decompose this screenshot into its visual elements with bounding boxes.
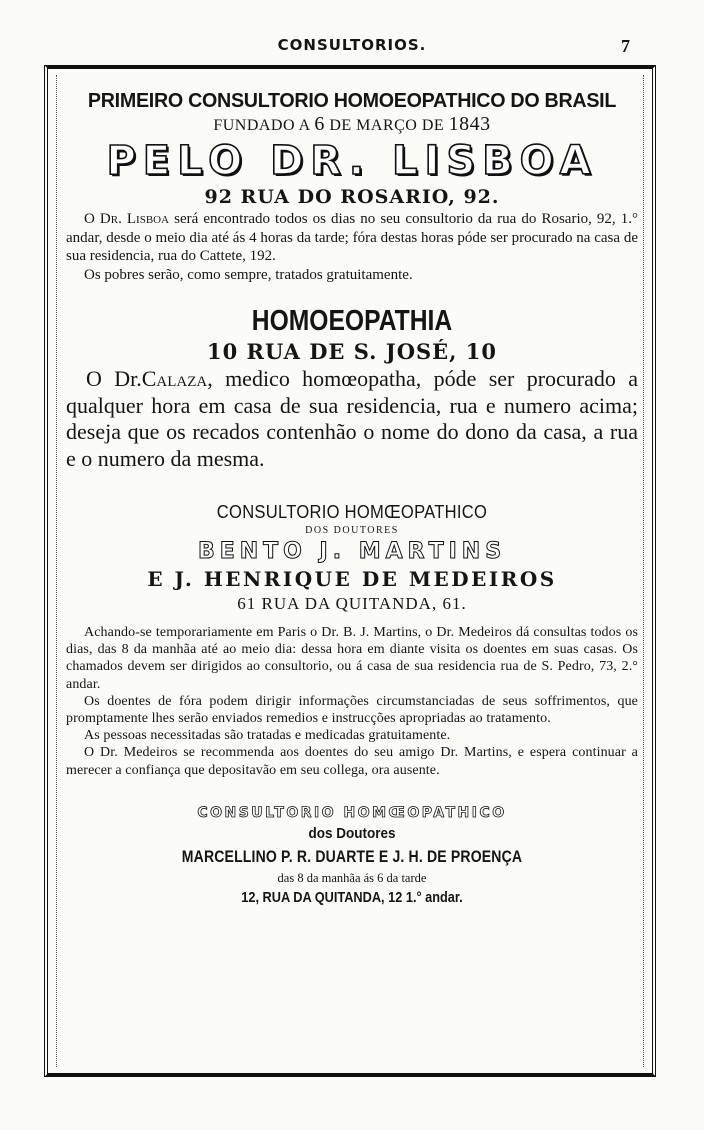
ad-homoeopathia-address: 10 RUA DE S. JOSÉ, 10	[206, 339, 498, 364]
ad-duarte-hours: das 8 da manhãa ás 6 da tarde	[277, 870, 427, 885]
ad-martins-paragraph-4: O Dr. Medeiros se recommenda aos doentes do seu amigo Dr. Martins, e espera continuar a merecer a confiança que depositavão em seu collega, ora ausente.	[66, 745, 638, 778]
p1-body: será encontrado todos os dias no seu consultorio da rua do Rosario, 92, 1.° andar, desde o meio dia até ás 4 horas da tarde; fóra destas horas póde ser procurado na casa de sua residencia, rua do Cattete, 192.	[66, 211, 638, 264]
ad-duarte-title: CONSULTORIO HOMŒOPATHICO	[197, 804, 507, 821]
ad-martins-doctor-1: BENTO J. MARTINS	[197, 539, 507, 564]
ad-martins-title: CONSULTORIO HOMŒOPATHICO	[216, 502, 488, 522]
p-doctor-name: Calaza	[141, 366, 208, 391]
page-number: 7	[621, 36, 630, 56]
ad-lisboa-title: PRIMEIRO CONSULTORIO HOMOEOPATHICO DO BRASIL	[87, 89, 617, 112]
ad-martins-doctor-2: E J. HENRIQUE DE MEDEIROS	[147, 567, 557, 591]
ad-lisboa-paragraph-2: Os pobres serão, como sempre, tratados gratuitamente.	[84, 266, 413, 283]
page-content	[66, 88, 638, 909]
p-prefix: O Dr.	[86, 366, 142, 391]
founded-label: FUNDADO A	[213, 117, 310, 134]
running-head	[0, 36, 704, 60]
founded-day: 6	[314, 113, 325, 135]
running-title: CONSULTORIOS.	[277, 36, 427, 54]
ad-lisboa-doctor: PELO DR. LISBOA	[106, 138, 598, 184]
ad-homoeopathia	[66, 304, 638, 472]
ad-homoeopathia-title: HOMOEOPATHIA	[251, 305, 453, 337]
ad-lisboa-address: 92 RUA DO ROSARIO, 92.	[204, 186, 500, 208]
ad-lisboa	[66, 88, 638, 284]
founded-month: DE MARÇO DE	[329, 117, 445, 134]
p1-prefix: O	[84, 211, 100, 227]
ad-martins-paragraph-2: Os doentes de fóra podem dirigir informações circumstanciadas de seus soffrimentos, que promptamente lhes serão enviados remedios e instrucções apropriadas ao tratamento.	[66, 693, 638, 727]
ad-martins-medeiros	[66, 500, 638, 779]
p-body: , medico homœopatha, póde ser procurado a qualquer hora em casa de sua residencia, rua e numero acima; deseja que os recados contenhão o nome do dono da casa, a rua e o numero da mesma.	[66, 366, 639, 471]
ad-duarte-subtitle: dos Doutores	[308, 824, 396, 842]
ad-lisboa-founded	[66, 114, 638, 136]
ad-homoeopathia-paragraph	[66, 366, 638, 472]
ad-duarte-names: MARCELLINO P. R. DUARTE E J. H. DE PROENÇA	[181, 847, 523, 866]
ad-duarte-proenca	[66, 803, 638, 909]
ad-lisboa-paragraph-1	[66, 210, 638, 266]
ad-martins-address: 61 RUA DA QUITANDA, 61.	[237, 594, 467, 613]
p1-doctor-name: Dr. Lisboa	[99, 211, 170, 227]
ad-martins-paragraph-1: Achando-se temporariamente em Paris o Dr. B. J. Martins, o Dr. Medeiros dá consultas todos os dias, das 8 da manhãa até ao meio dia: dessa hora em diante visita os doentes em suas casas. Os chamados devem ser dirigidos ao consultorio, ou á casa de sua residencia rua de S. Pedro, 73, 2.° andar.	[66, 625, 638, 692]
ad-martins-paragraph-3: As pessoas necessitadas são tratadas e medicadas gratuitamente.	[84, 728, 451, 744]
ad-duarte-address: 12, RUA DA QUITANDA, 12 1.° andar.	[241, 888, 463, 906]
founded-year: 1843	[448, 113, 491, 135]
ad-martins-subtitle: DOS DOUTORES	[305, 525, 399, 536]
